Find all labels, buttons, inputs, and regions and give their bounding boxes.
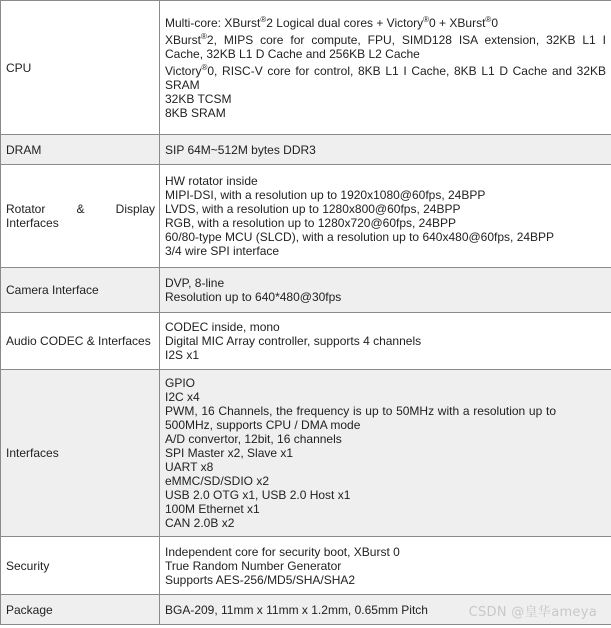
cpu-xburst2-line: XBurst®2, MIPS core for compute, FPU, SIMD128 ISA extension, 32KB L1 I Cache, 32KB L1 D Cache and 256KB L2 Cache — [165, 31, 606, 61]
value-line: A/D convertor, 12bit, 16 channels — [165, 432, 342, 446]
table-row-display — [1, 165, 611, 268]
value-line: DVP, 8-line — [165, 276, 225, 290]
row-label: Audio CODEC & Interfaces — [1, 313, 160, 370]
value-line: 3/4 wire SPI interface — [165, 244, 280, 258]
cpu-sram-line: 8KB SRAM — [165, 105, 226, 120]
row-label: Security — [1, 537, 160, 595]
row-value — [160, 1, 611, 135]
value-line: CAN 2.0B x2 — [165, 516, 235, 530]
table-row-interfaces — [1, 370, 611, 537]
row-label: CPU — [1, 1, 160, 135]
table-row-security — [1, 537, 611, 595]
value-line: CODEC inside, mono — [165, 320, 280, 334]
registered-mark: ® — [423, 14, 430, 24]
registered-mark: ® — [201, 31, 207, 41]
watermark: CSDN @皇华ameya — [468, 605, 597, 620]
value-line: Independent core for security boot, XBurst 0 — [165, 544, 400, 559]
row-value — [160, 537, 611, 595]
value-line: True Random Number Generator — [165, 558, 342, 573]
value-line: I2S x1 — [165, 348, 200, 362]
row-value — [160, 268, 611, 313]
table-row-dram — [1, 135, 611, 165]
registered-mark: ® — [260, 14, 267, 24]
row-label: Rotator & Display Interfaces — [1, 165, 160, 268]
table-row-audio — [1, 313, 611, 370]
row-label: Interfaces — [1, 370, 160, 537]
value-line: Digital MIC Array controller, supports 4 channels — [165, 334, 422, 348]
row-label: DRAM — [1, 135, 160, 165]
row-value — [160, 165, 611, 268]
registered-mark: ® — [201, 62, 208, 72]
value-line: eMMC/SD/SDIO x2 — [165, 474, 270, 488]
row-label: Camera Interface — [1, 268, 160, 313]
row-value — [160, 370, 611, 537]
value-line: USB 2.0 OTG x1, USB 2.0 Host x1 — [165, 488, 351, 502]
value-line: 60/80-type MCU (SLCD), with a resolution up to 640x480@60fps, 24BPP — [165, 230, 555, 244]
value-line: LVDS, with a resolution up to 1280x800@60fps, 24BPP — [165, 202, 461, 216]
row-value — [160, 313, 611, 370]
value-line: SPI Master x2, Slave x1 — [165, 446, 294, 460]
value-line: MIPI-DSI, with a resolution up to 1920x1080@60fps, 24BPP — [165, 188, 486, 202]
cpu-victory0-line: Victory®0, RISC-V core for control, 8KB L1 I Cache, 8KB L1 D Cache and 32KB SRAM — [165, 62, 606, 92]
cpu-tcsm-line: 32KB TCSM — [165, 91, 232, 106]
value-line: PWM, 16 Channels, the frequency is up to 50MHz with a resolution up to 500MHz, supports CPU / DMA mode — [165, 404, 556, 432]
value-line: RGB, with a resolution up to 1280x720@60fps, 24BPP — [165, 216, 457, 230]
row-value — [160, 135, 611, 165]
value-line: SIP 64M~512M bytes DDR3 — [165, 142, 316, 157]
value-line: GPIO — [165, 376, 196, 390]
value-line: Supports AES-256/MD5/SHA/SHA2 — [165, 572, 356, 587]
table-row-camera — [1, 268, 611, 313]
row-label: Package — [1, 595, 160, 625]
value-line: 100M Ethernet x1 — [165, 502, 260, 516]
value-line: UART x8 — [165, 460, 214, 474]
value-line: HW rotator inside — [165, 174, 258, 188]
table-row-cpu — [1, 1, 611, 135]
value-line: BGA-209, 11mm x 11mm x 1.2mm, 0.65mm Pitch — [165, 602, 428, 617]
value-line: I2C x4 — [165, 390, 200, 404]
registered-mark: ® — [485, 14, 492, 24]
cpu-summary-line: Multi-core: XBurst®2 Logical dual cores + Victory®0 + XBurst®0 — [165, 14, 499, 30]
value-line: Resolution up to 640*480@30fps — [165, 290, 342, 304]
